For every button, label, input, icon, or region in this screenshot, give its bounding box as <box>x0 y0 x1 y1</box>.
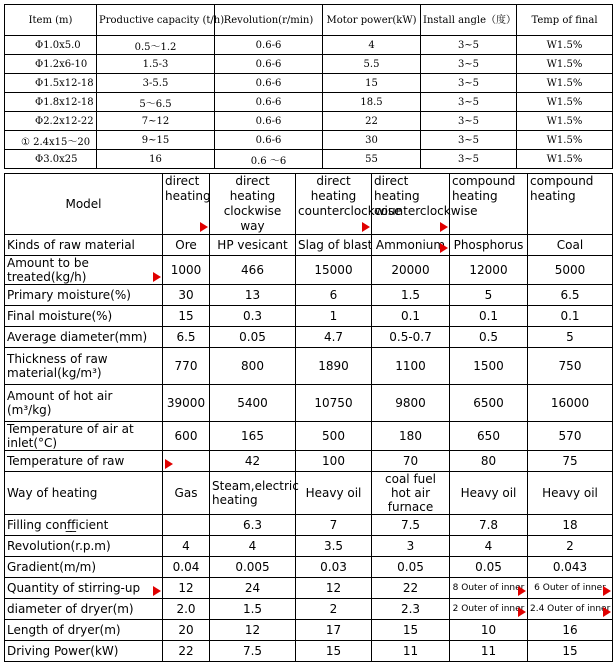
spec-cell: 3~5 <box>421 93 517 112</box>
model-col-4 <box>372 174 478 235</box>
table-row <box>5 131 613 150</box>
marker-icon <box>165 459 173 469</box>
spec-cell: 0.6-6 <box>215 55 323 74</box>
model-col-2: direct heating clockwise way <box>210 174 296 235</box>
data-cell: 5 <box>528 327 613 348</box>
data-cell: 12000 <box>450 256 528 285</box>
data-cell: 100 <box>296 451 372 472</box>
table-row <box>5 578 613 599</box>
cell-text: 2 Outer of inner <box>452 604 525 614</box>
spec-cell: W1.5% <box>517 93 613 112</box>
table-row <box>5 515 613 536</box>
table-row <box>5 112 613 131</box>
data-cell: 42 <box>210 451 296 472</box>
data-cell: 7.5 <box>210 641 296 662</box>
row-label: Temperature of air at inlet(°C) <box>5 422 163 451</box>
data-cell: 39000 <box>163 385 210 422</box>
model-header-text: direct heating counterclockwise <box>374 174 478 218</box>
table-row <box>5 93 613 112</box>
spec-cell: 0.6 ～6 <box>215 150 323 169</box>
data-cell: 6.5 <box>528 285 613 306</box>
spec-cell: 1.5-3 <box>97 55 215 74</box>
data-cell: Gas <box>163 472 210 515</box>
data-cell: 770 <box>163 348 210 385</box>
marker-icon <box>440 222 448 232</box>
marker-icon <box>200 222 208 232</box>
data-cell: 4.7 <box>296 327 372 348</box>
data-cell: Slag of blast <box>296 235 372 256</box>
data-cell: 12 <box>296 578 372 599</box>
data-cell: 15 <box>372 620 450 641</box>
spec-cell: 0.6-6 <box>215 74 323 93</box>
data-cell: 0.1 <box>450 306 528 327</box>
marker-icon <box>440 243 448 253</box>
spec-cell: W1.5% <box>517 36 613 55</box>
spec-cell: 3~5 <box>421 112 517 131</box>
data-cell: 1.5 <box>210 599 296 620</box>
data-cell: 30 <box>163 285 210 306</box>
row-label: Revolution(r.p.m) <box>5 536 163 557</box>
cell-text: 6 Outer of inner <box>534 583 606 593</box>
data-cell: 15 <box>163 306 210 327</box>
spec-cell: 3~5 <box>421 74 517 93</box>
row-label: Amount of hot air (m³/kg) <box>5 385 163 422</box>
table-row <box>5 385 613 422</box>
data-cell: 0.05 <box>372 557 450 578</box>
table-row <box>5 557 613 578</box>
data-cell: 750 <box>528 348 613 385</box>
data-cell: 800 <box>210 348 296 385</box>
data-cell: 16000 <box>528 385 613 422</box>
data-cell: 0.005 <box>210 557 296 578</box>
table-row <box>5 641 613 662</box>
data-cell: 6500 <box>450 385 528 422</box>
model-header-text: direct heating <box>165 174 211 203</box>
data-cell: Heavy oil <box>296 472 372 515</box>
row-label: Filling conf̲f̲icient <box>5 515 163 536</box>
data-cell <box>163 451 210 472</box>
table-row <box>5 599 613 620</box>
spec-cell: 0.6-6 <box>215 112 323 131</box>
spec-cell: 55 <box>323 150 421 169</box>
data-cell: 7.5 <box>372 515 450 536</box>
table-row <box>5 327 613 348</box>
spec-cell: 5～6.5 <box>97 93 215 112</box>
spec-cell: Φ2.2x12-22 <box>5 112 97 131</box>
data-cell: 11 <box>372 641 450 662</box>
data-cell: 5400 <box>210 385 296 422</box>
data-cell: Steam,electric heating <box>210 472 296 515</box>
data-cell: 0.05 <box>450 557 528 578</box>
data-cell: 4 <box>210 536 296 557</box>
row-label <box>5 578 163 599</box>
header-motor-power: Motor power(kW) <box>323 5 421 36</box>
spec-cell: Φ1.0x5.0 <box>5 36 97 55</box>
spec-cell: Φ3.0x25 <box>5 150 97 169</box>
data-cell: 0.03 <box>296 557 372 578</box>
row-label: Driving Power(kW) <box>5 641 163 662</box>
data-cell: Phosphorus <box>450 235 528 256</box>
data-cell: 600 <box>163 422 210 451</box>
data-cell: 1000 <box>163 256 210 285</box>
data-cell: 0.05 <box>210 327 296 348</box>
data-cell: 1500 <box>450 348 528 385</box>
data-cell: HP vesicant <box>210 235 296 256</box>
spec-cell: 0.6-6 <box>215 93 323 112</box>
spec-cell: 15 <box>323 74 421 93</box>
marker-icon <box>362 222 370 232</box>
data-cell <box>372 235 450 256</box>
table-row <box>5 348 613 385</box>
data-cell: 1890 <box>296 348 372 385</box>
data-cell: 7 <box>296 515 372 536</box>
row-label: diameter of dryer(m) <box>5 599 163 620</box>
label-text: Amount to be treated(kg/h) <box>7 256 89 284</box>
data-cell: 15 <box>296 641 372 662</box>
data-cell: 4 <box>163 536 210 557</box>
spec-cell: ① 2.4x15～20 <box>5 131 97 150</box>
data-cell: 2 <box>296 599 372 620</box>
data-cell: 7.8 <box>450 515 528 536</box>
row-label: Average diameter(mm) <box>5 327 163 348</box>
row-label: Final moisture(%) <box>5 306 163 327</box>
table-row <box>5 451 613 472</box>
data-cell: 24 <box>210 578 296 599</box>
data-cell: 1.5 <box>372 285 450 306</box>
table-row <box>5 74 613 93</box>
row-label: Way of heating <box>5 472 163 515</box>
table-row <box>5 472 613 515</box>
spec-cell: 0.6-6 <box>215 131 323 150</box>
table-row <box>5 150 613 169</box>
spec-cell: Φ1.8x12-18 <box>5 93 97 112</box>
marker-icon <box>518 586 526 596</box>
row-label: Temperature of raw <box>5 451 163 472</box>
data-cell: 3.5 <box>296 536 372 557</box>
data-cell <box>528 599 613 620</box>
data-cell: 5 <box>450 285 528 306</box>
model-col-1 <box>163 174 210 235</box>
data-cell: 5000 <box>528 256 613 285</box>
data-cell <box>528 578 613 599</box>
row-label: Primary moisture(%) <box>5 285 163 306</box>
data-cell: 500 <box>296 422 372 451</box>
table-row <box>5 36 613 55</box>
data-cell: 0.5 <box>450 327 528 348</box>
data-cell: 0.5-0.7 <box>372 327 450 348</box>
data-cell: 10 <box>450 620 528 641</box>
data-cell: 10750 <box>296 385 372 422</box>
spec-cell: 0.5～1.2 <box>97 36 215 55</box>
data-cell: 180 <box>372 422 450 451</box>
data-cell: Coal <box>528 235 613 256</box>
label-text: Quantity of stirring-up <box>7 581 141 595</box>
data-cell: 2.0 <box>163 599 210 620</box>
header-install-angle: Install angle（度） <box>421 5 517 36</box>
data-cell: 0.04 <box>163 557 210 578</box>
data-cell: 570 <box>528 422 613 451</box>
data-cell: 0.1 <box>372 306 450 327</box>
data-cell: 6 <box>296 285 372 306</box>
table-row <box>5 620 613 641</box>
model-header-text: direct heating counterclockwise <box>298 174 402 218</box>
data-cell: 20000 <box>372 256 450 285</box>
data-cell: 22 <box>372 578 450 599</box>
spec-cell: 3~5 <box>421 131 517 150</box>
data-cell: 6.3 <box>210 515 296 536</box>
marker-icon <box>603 607 611 617</box>
marker-icon <box>153 586 161 596</box>
data-cell: 3 <box>372 536 450 557</box>
data-cell: 12 <box>210 620 296 641</box>
model-col-6: compound heating <box>528 174 613 235</box>
data-cell: coal fuel hot air furnace <box>372 472 450 515</box>
data-cell: 0.3 <box>210 306 296 327</box>
data-cell: 13 <box>210 285 296 306</box>
data-cell <box>450 578 528 599</box>
spec-cell: 16 <box>97 150 215 169</box>
table-row <box>5 536 613 557</box>
header-capacity: Productive capacity (t/h) <box>97 5 215 36</box>
marker-icon <box>153 272 161 282</box>
header-revolution: Revolution(r/min) <box>215 5 323 36</box>
data-cell: 20 <box>163 620 210 641</box>
data-cell: 11 <box>450 641 528 662</box>
data-cell: 4 <box>450 536 528 557</box>
spec-cell: 22 <box>323 112 421 131</box>
data-cell: 18 <box>528 515 613 536</box>
spec-cell: W1.5% <box>517 150 613 169</box>
data-cell: Heavy oil <box>450 472 528 515</box>
cell-text: 2.4 Outer of inner <box>530 604 611 614</box>
model-col-3 <box>296 174 402 235</box>
spec-cell: 3~5 <box>421 55 517 74</box>
spec-cell: Φ1.2x6-10 <box>5 55 97 74</box>
data-cell: 0.043 <box>528 557 613 578</box>
spec-cell: 3-5.5 <box>97 74 215 93</box>
model-label: Model <box>5 174 163 235</box>
data-cell: 9800 <box>372 385 450 422</box>
header-item: Item (m) <box>5 5 97 36</box>
cell-text: Ammonium <box>375 238 446 252</box>
data-cell: 70 <box>372 451 450 472</box>
data-cell: 80 <box>450 451 528 472</box>
spec-cell: Φ1.5x12-18 <box>5 74 97 93</box>
data-cell: 1100 <box>372 348 450 385</box>
marker-icon <box>518 607 526 617</box>
data-cell: 12 <box>163 578 210 599</box>
data-cell: Heavy oil <box>528 472 613 515</box>
data-cell: 15 <box>528 641 613 662</box>
data-cell: Ore <box>163 235 210 256</box>
spec-cell: W1.5% <box>517 74 613 93</box>
spec-cell: W1.5% <box>517 112 613 131</box>
table-row <box>5 422 613 451</box>
table-row <box>5 285 613 306</box>
data-cell <box>163 515 210 536</box>
data-cell: 75 <box>528 451 613 472</box>
data-cell: 165 <box>210 422 296 451</box>
data-cell: 2.3 <box>372 599 450 620</box>
model-col-5: compound heating <box>450 174 528 235</box>
marker-icon <box>603 586 611 596</box>
data-cell: 16 <box>528 620 613 641</box>
model-comparison-table <box>4 173 613 662</box>
row-label: Kinds of raw material <box>5 235 163 256</box>
cell-text: 8 Outer of inner <box>452 583 525 593</box>
data-cell: 650 <box>450 422 528 451</box>
spec-cell: 4 <box>323 36 421 55</box>
data-cell: 1 <box>296 306 372 327</box>
spec-cell: 9~15 <box>97 131 215 150</box>
specs-table <box>4 4 613 169</box>
row-label <box>5 256 163 285</box>
header-temp-final: Temp of final <box>517 5 613 36</box>
spec-cell: 5.5 <box>323 55 421 74</box>
data-cell: 15000 <box>296 256 372 285</box>
row-label: Length of dryer(m) <box>5 620 163 641</box>
data-cell: 6.5 <box>163 327 210 348</box>
specs-header-row <box>5 5 613 36</box>
spec-cell: 0.6-6 <box>215 36 323 55</box>
data-cell: 0.1 <box>528 306 613 327</box>
row-label: Thickness of raw material(kg/m³) <box>5 348 163 385</box>
spec-cell: W1.5% <box>517 55 613 74</box>
row-label: Gradient(m/m) <box>5 557 163 578</box>
data-cell: 22 <box>163 641 210 662</box>
table-row <box>5 235 613 256</box>
data-cell: 466 <box>210 256 296 285</box>
table-row <box>5 306 613 327</box>
spec-cell: 18.5 <box>323 93 421 112</box>
data-cell: 2 <box>528 536 613 557</box>
table-row <box>5 256 613 285</box>
model-header-row <box>5 174 613 235</box>
spec-cell: 7~12 <box>97 112 215 131</box>
spec-cell: 3~5 <box>421 36 517 55</box>
data-cell: 17 <box>296 620 372 641</box>
table-row <box>5 55 613 74</box>
spec-cell: 30 <box>323 131 421 150</box>
spec-cell: 3~5 <box>421 150 517 169</box>
spec-cell: W1.5% <box>517 131 613 150</box>
data-cell <box>450 599 528 620</box>
